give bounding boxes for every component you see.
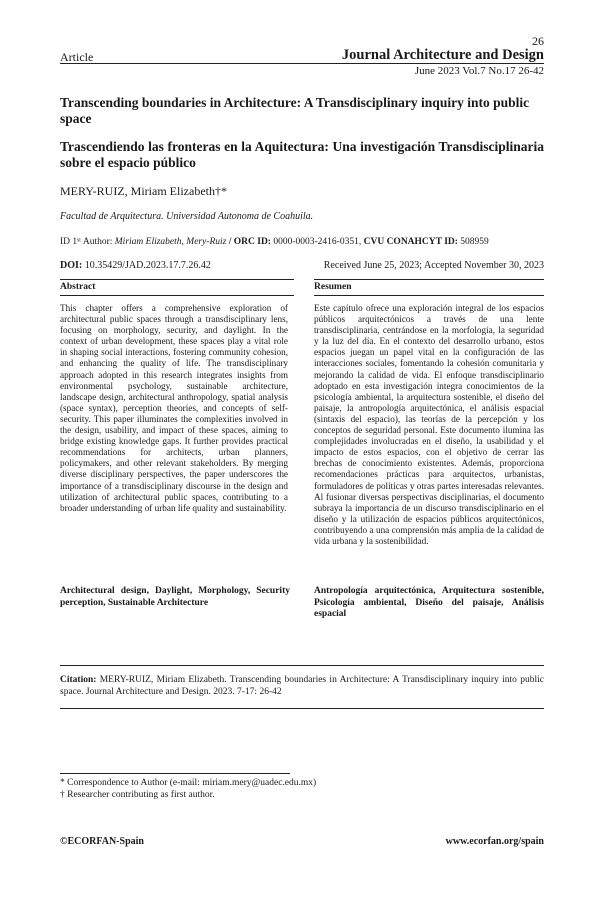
cvu-value: 508959 <box>460 237 489 247</box>
id-author: Miriam Elizabeth, Mery-Ruiz <box>114 237 227 247</box>
citation <box>60 675 544 698</box>
orcid-value: 0000-0003-2416-0351, <box>273 237 364 247</box>
orcid-label: / ORC ID: <box>226 237 274 247</box>
cvu-label: CVU CONAHCYT ID: <box>363 237 461 247</box>
author-name: MERY-RUIZ, Miriam Elizabeth†* <box>60 184 227 198</box>
author-id-line <box>60 237 544 247</box>
footnote-correspondence: * Correspondence to Author (e-mail: miriam.mery@uadec.edu.mx) <box>60 778 317 788</box>
keywords-spanish: Antropología arquitectónica, Arquitectura sostenible, Psicología ambiental, Diseño del paisaje, Análisis espacial <box>314 586 544 619</box>
citation-text: MERY-RUIZ, Miriam Elizabeth. Transcending boundaries in Architecture: A Transdisciplinary inquiry into public space. Journal Architecture and Design. 2023. 7-17: 26-42 <box>60 675 544 697</box>
title-english: Transcending boundaries in Architecture: A Transdisciplinary inquiry into public space <box>60 95 530 126</box>
footnote-rule <box>60 773 290 774</box>
resumen-text: Este capítulo ofrece una exploración integral de los espacios públicos arquitectónicos a través de una lente transdisciplinaria, centrándose en la morfología, la seguridad y la luz del día. En el contexto del desarrollo urbano, estos espacios juegan un papel vital en la configuración de las interacciones sociales, fomentando la cohesión comunitaria y mejorando la calidad de vida. El enfoque transdisciplinario adoptado en esta investigación integra conocimientos de la psicología ambiental, la arquitectura sostenible, el diseño del paisaje, la antropología arquitectónica, el análisis espacial (sintaxis del espacio), las teorías de la percepción y los conceptos de seguridad personal. Este documento ilumina las complejidades involucradas en el diseño, la usabilidad y el impacto de estos espacios, con el objetivo de cerrar las brechas de conocimiento existentes. Además, proporciona recomendaciones prácticas para arquitectos, urbanistas, formuladores de políticas y otras partes interesadas relevantes. Al fusionar diversas perspectivas disciplinarias, el documento subraya la importancia de un discurso transdisciplinario en el diseño y la utilización de espacios públicos arquitectónicos, contribuyendo a una comprensión más amplia de la calidad de vida urbana y la sostenibilidad. <box>314 303 544 546</box>
abstract-heading: Abstract <box>60 282 96 292</box>
id-prefix: ID 1ˢᵗ Author: <box>60 237 115 247</box>
page-number: 26 <box>532 34 544 48</box>
abstract-header-bar <box>60 279 294 296</box>
doi-label: DOI: <box>60 260 85 271</box>
footnote-first-author: † Researcher contributing as first author. <box>60 790 215 800</box>
doi-value: 10.35429/JAD.2023.17.7.26.42 <box>84 260 211 271</box>
footer-copyright: ©ECORFAN-Spain <box>60 836 144 847</box>
citation-label: Citation: <box>60 675 100 685</box>
resumen-header-bar <box>314 279 544 296</box>
header-rule <box>60 63 544 64</box>
issue-info: June 2023 Vol.7 No.17 26-42 <box>414 65 544 77</box>
received-dates: Received June 25, 2023; Accepted November 30, 2023 <box>323 260 544 271</box>
resumen-heading: Resumen <box>314 282 352 292</box>
abstract-text: This chapter offers a comprehensive exploration of architectural public spaces through a transdisciplinary lens, focusing on morphology, security, and daylight. In the context of urban development, these spaces play a vital role in shaping social interactions, fostering community cohesion, and enhancing the quality of life. The transdisciplinary approach adopted in this research integrates insights from environmental psychology, sustainable architecture, landscape design, architectural anthropology, spatial analysis (space syntax), perception theories, and concepts of self-security. This paper illuminates the complexities involved in the design, usability, and impact of these spaces, aiming to bridge existing knowledge gaps. It further provides practical recommendations for architects, urban planners, policymakers, and other relevant stakeholders. By merging diverse disciplinary perspectives, the paper underscores the importance of a transdisciplinary discourse in the design and utilization of architectural public spaces, contributing to a broader understanding of urban life quality and sustainability. <box>60 303 288 513</box>
keywords-english: Architectural design, Daylight, Morphology, Security perception, Sustainable Architecture <box>60 586 290 608</box>
journal-name: Journal Architecture and Design <box>341 47 544 63</box>
doi-line <box>60 260 211 271</box>
section-label: Article <box>60 50 94 64</box>
affiliation: Facultad de Arquitectura. Universidad Autonoma de Coahuila. <box>60 211 314 222</box>
footer-website[interactable]: www.ecorfan.org/spain <box>445 836 544 847</box>
title-spanish: Trascendiendo las fronteras en la Aquitectura: Una investigación Transdisciplinaria sobre el espacio público <box>60 139 544 170</box>
